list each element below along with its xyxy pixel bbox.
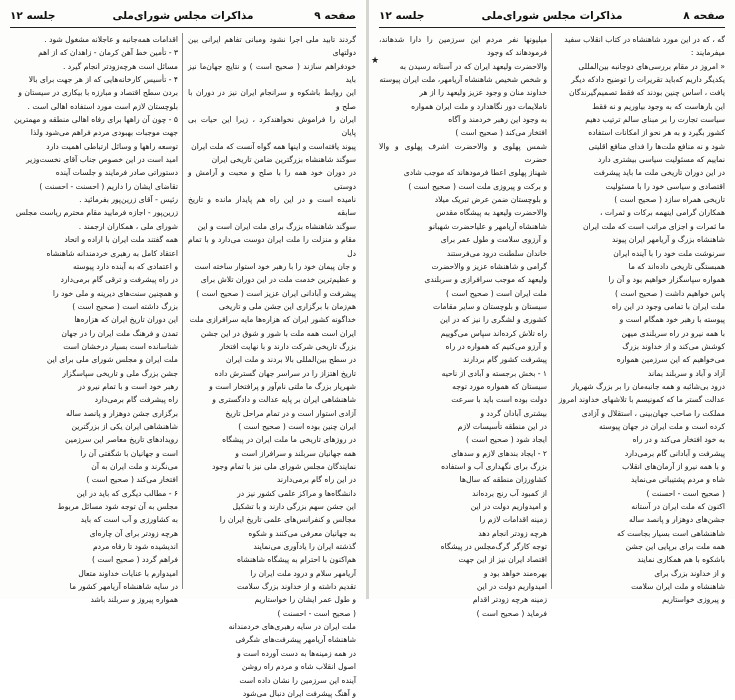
text-line: و جان پیمان خود را با رهبر خود استوار ساخته است — [194, 261, 356, 271]
text-line: نامیده است و در این راه هم پایدار مانده و تاریخ سابقه — [188, 195, 356, 218]
text-line: آریامهر سلام و درود ملت ایران را — [250, 568, 356, 578]
text-line: کوشش می‌کند و از خداوند بزرگ — [622, 341, 725, 351]
text-line: بزرگ برای نگهداری آب و استفاده — [441, 462, 547, 471]
text-line: پیشرفت کشور گام بردارند — [463, 355, 547, 365]
text-line: سیستان و بلوچستان و سایر مقامات — [433, 301, 547, 311]
text-line: توسعه راهها و وسائل ارتباطی اهمیت دارد — [46, 141, 178, 151]
page-9 — [0, 0, 366, 698]
text-line: اندیشیده شود تا رفاه مردم — [92, 542, 178, 552]
text-line: ولیعهد که موجب سرافرازی و سربلندی — [424, 275, 547, 285]
header-rule — [10, 27, 356, 28]
text-line: به کشاورزی و آب است که باید — [80, 515, 178, 525]
text-line: مسائل است هرچه‌زودتر انجام گیرد . — [62, 61, 178, 71]
text-line: بلوچستان لازم است مورد استفاده اهالی است . — [27, 101, 178, 111]
text-line: شاهنشاه و ملت ایران سلامت — [631, 582, 725, 592]
text-line: تاریخی همراه سازد ( صحیح است ) — [614, 195, 725, 205]
text-line: و با همه نیرو از آرمان‌های انقلاب — [622, 462, 725, 471]
session-number: جلسه ۱۲ — [379, 10, 425, 22]
text-line: ۴ - تأسیس کارخانه‌هایی که از هر جهت برای بالا — [28, 75, 178, 85]
text-line: و همچنین سنت‌های دیرینه و ملی خود را — [52, 288, 178, 298]
text-line: بزرگ تاریخی شرکت دارند و با نهایت افتخار — [219, 341, 356, 351]
text-column-left — [10, 33, 178, 605]
text-line: دولت بوده است باید با سرعت — [451, 395, 547, 405]
text-line: اقتصاد ایران نیز از این جهت — [458, 555, 547, 565]
text-line: میفرمایند : — [690, 48, 725, 58]
text-line: پیوند یافته‌است و اینها همه گواه آنست که ملت ایران — [191, 141, 356, 151]
text-line: تقاضای ایشان را داریم ( احسنت - احسنت ) — [39, 181, 178, 191]
text-line: در روزهای تاریخی ما ملت ایران در پیشگاه — [222, 435, 356, 445]
text-line: فرماید ( صحیح است ) — [476, 608, 547, 618]
text-line: و طول عمر ایشان را خواستاریم — [254, 595, 356, 605]
text-line: اعتقاد کامل به رهبری خردمندانه شاهنشاه — [46, 248, 178, 258]
text-line: گرامی و شاهنشاه عزیز و والاحضرت — [431, 261, 547, 271]
text-line: اقدامات همه‌جانبه و عاجلانه مشغول شود . — [44, 35, 178, 44]
text-line: یکدیگر داریم که‌باید تقریرات را توضیح دادکه دیگر — [571, 75, 725, 85]
text-line: هرچه زودتر انجام دهد — [478, 528, 547, 538]
text-line: و برکت و پیروزی ملت است ( صحیح است ) — [408, 181, 547, 191]
text-line: پیشرفت و آبادانی گام برمی‌دارد — [624, 448, 725, 458]
text-line: رهبر خود است و با تمام نیرو در — [78, 381, 178, 391]
text-line: برگزاری جشن دوهزار و پانصد ساله — [65, 408, 178, 418]
text-line: در سطح بین‌المللی بالا بردند و ملت ایران — [225, 355, 356, 365]
text-line: ملت ایران و مجلس شورای ملی برای این — [46, 355, 178, 365]
text-line: و شخص شخیص شاهنشاه آریامهر، ملت ایران پیوسته — [379, 75, 547, 85]
text-line: ملت ایران با تمامی وجود در این راه — [611, 301, 725, 311]
text-line: شناسانده است بسیار درخشان است — [63, 341, 178, 351]
text-line: هم‌اکنون با احترام به پیشگاه شاهنشاه — [236, 555, 356, 565]
text-line: همواره پیروز و سربلند باشد — [90, 595, 178, 605]
text-line: و عظیم‌ترین خدمت ملت در این دوران تلاش برای — [200, 275, 356, 285]
text-line: می‌خواهیم که این سرزمین همواره — [616, 355, 725, 365]
text-line: ۶ - مطالب دیگری که باید در این — [76, 488, 178, 498]
text-line: تمدن و فرهنگ ملت ایران را در جهان — [61, 328, 178, 338]
text-line: و آرزوی سلامت و طول عمر برای — [440, 235, 547, 245]
text-line: شهریار بزرگ ما ملتی نام‌آور و پرافتخار است و — [209, 381, 356, 391]
text-line: همه ملت برای برپایی این جشن — [625, 542, 725, 552]
text-line: شاهنشاه آریامهر پیشرفت‌های شگرفی — [235, 635, 356, 645]
text-line: در دوران خود همه را با صلح و محبت و آرامش و دوستی — [188, 168, 356, 191]
text-line: شاهنشاه آریامهر و علیاحضرت شهبانو — [428, 221, 547, 231]
text-line: می‌نگرند و ملت ایران به آن — [91, 462, 178, 471]
text-line: پیوسته با رهبر خود همگام است و — [619, 315, 725, 325]
text-line: آزادی استوار است و در تمام مراحل تاریخ — [225, 408, 356, 418]
text-line: سرنوشت ملت خود را با آینده ایران — [613, 248, 725, 258]
text-line: پیشرفت و آبادانی ایران عزیز است ( صحیح است ) — [196, 288, 356, 298]
text-line: ( صحیح است - احسنت ) — [646, 488, 725, 498]
text-line: ناملایمات دور نگاهدارد و ملت ایران همواره — [411, 101, 547, 111]
text-column-right — [188, 33, 356, 698]
text-line: در همه زمینه‌ها به دست آورده است و — [237, 648, 356, 658]
text-line: از کمبود آب رنج برده‌اند — [472, 488, 547, 498]
text-line: اکنون که ملت ایران در آستانه — [631, 502, 725, 512]
text-line: سیستان که همواره مورد توجه — [452, 381, 547, 391]
text-line: بهره‌مند خواهد بود و — [483, 568, 547, 578]
session-number: جلسه ۱۲ — [10, 10, 56, 22]
text-line: شود و نه منافع ملت‌ها را فدای منافع اقلیتی — [588, 141, 725, 151]
text-line: افتخار می‌کند ( صحیح است ) — [455, 128, 547, 138]
text-line: همه گفتند ملت ایران با اراده و اتحاد — [64, 235, 178, 245]
text-line: درود بی‌شائبه و همه جانبه‌مان را بر بزرگ شهریار — [571, 381, 725, 391]
text-line: ملت ایران است ( صحیح است ) — [446, 288, 547, 298]
text-line: زمینه هرچه زودتر اقدام — [472, 595, 547, 605]
text-line: شاهنشاهی است بسیار بجاست که — [617, 528, 725, 538]
text-line: جشن بزرگ ملی و تاریخی سپاسگزار — [62, 368, 178, 378]
text-line: پاس خواهیم داشت ( صحیح است ) — [615, 288, 725, 298]
text-line: هرچه زودتر برای آن چاره‌ای — [89, 528, 178, 538]
text-line: ایران است همه ملت با شور و شوق در این جشن — [200, 328, 356, 338]
text-line: ۲ - ایجاد بندهای لازم و سدهای — [451, 448, 547, 458]
text-line: و آهنگ پیشرفت ایران دنبال می‌شود — [242, 688, 356, 698]
text-line: راه تلاش کرده‌اند سپاس می‌گوییم — [440, 328, 547, 338]
text-line: این دوران تاریخ ایران که هزاره‌ها — [74, 315, 178, 325]
page-header — [379, 6, 725, 26]
text-line: و پیروزی خواستاریم — [662, 595, 725, 605]
text-line: امیدوارم با عنایات خداوند متعال — [78, 568, 178, 578]
text-line: و امیدواریم دولت در این — [470, 502, 547, 512]
text-line: توجه کارگر گرگ‌مجلس در پیشگاه — [440, 542, 547, 552]
text-line: دستوراتی صادر فرمایند و جلسات آینده — [55, 168, 178, 178]
text-line: جشن‌های دوهزار و پانصد ساله — [628, 515, 725, 525]
text-line: همه جهانیان سربلند و سرافراز است و — [235, 448, 356, 458]
text-line: گه ، که در این مورد شاهنشاه در کتاب انقلاب سفید — [564, 35, 725, 44]
text-line: رویدادهای تاریخ معاصر این سرزمین — [65, 435, 178, 445]
text-line: شاهنشاهی ایران بر پایه عدالت و دادگستری و — [212, 395, 356, 405]
page-header — [10, 6, 356, 26]
page-number: صفحه ۸ — [683, 10, 725, 22]
text-line: شاهنشاهی ایران یکی از بزرگترین — [71, 421, 178, 431]
text-line: ملت ایران در سایه رهبری‌های خردمندانه — [228, 622, 356, 632]
text-line: زمینه اقدامات لازم را — [479, 515, 547, 525]
text-column-left — [379, 33, 547, 618]
text-line: سوگند شاهنشاه بزرگترین ضامن تاریخی ایران — [211, 155, 356, 165]
text-line: ۱ - بخش برجسته و آبادی از ناحیه — [441, 368, 547, 378]
column-divider — [551, 33, 552, 589]
text-line: ۵ - چون آن راهها برای رفاه اهالی منطقه و مهمترین — [14, 115, 178, 125]
text-line: شاهنشاه بزرگ و آریامهر ایران پیوند — [611, 235, 725, 245]
text-line: سیاست تجارت را بر مبنای سالم ترتیب دهیم — [585, 115, 725, 125]
text-line: و آرزو می‌کنیم که همواره در راه — [445, 341, 547, 351]
text-line: آزاد و آباد و سربلند بماند — [648, 368, 725, 378]
text-line: راه پیشرفت گام برمی‌دارد — [94, 395, 178, 405]
running-title: مذاکرات مجلس شورای‌ملی — [112, 10, 254, 22]
page-8 — [369, 0, 735, 618]
asterisk-mark: ★ — [371, 56, 380, 66]
text-line: ایران را فراموش نخواهندکرد ، زیرا این حیات بی پایان — [188, 115, 356, 138]
text-line: کشور بگیرد و به هر نحو از امکانات استفاده — [588, 128, 725, 138]
text-line: خاندان سلطنت درود می‌فرستند — [446, 248, 547, 258]
column-divider — [182, 33, 183, 589]
text-line: بردن سطح اقتصاد و مبارزه با بیکاری در سیستان و — [18, 88, 178, 98]
text-line: به جهانیان معرفی می‌کنند و شکوه — [248, 528, 356, 538]
header-rule — [379, 27, 725, 28]
text-line: در سایه شاهنشاه آریامهر کشور ما — [69, 582, 178, 592]
text-line: هم‌زمان با برگزاری این جشن ملی و تاریخی — [218, 301, 356, 311]
text-line: این روابط باشکوه و سرانجام ایران نیز در دوران با صلح و — [188, 88, 356, 111]
text-line: دانشگاه‌ها و مراکز علمی کشور نیز در — [237, 488, 356, 498]
text-line: بیشتری آبادان گردد و — [480, 408, 547, 418]
text-line: خداگونه کشور ایران که هزاره‌ها مایه سرافرازی ملت — [189, 315, 356, 325]
text-line: نماییم که مسئولیت سیاسی بیشتری دارد — [598, 155, 725, 165]
text-line: خودفراهم سازند ( صحیح است ) و نتایج جهان‌ما نیز باید — [188, 61, 356, 85]
text-line: تقدیم داشته و از خداوند بزرگ سلامت — [237, 582, 356, 592]
text-line: فراهم گردد ( صحیح است ) — [91, 555, 178, 565]
text-line: این بارها‌ست که به وجود بیاوریم و نه فقط — [592, 101, 725, 111]
text-line: ( صحیح است - احسنت ) — [277, 608, 356, 618]
text-line: زرین‌پور - اجازه فرمایید مقام محترم ریاست مجلس — [15, 208, 178, 218]
text-line: همکاران گرامی اینهمه برکات و ثمرات ، — [600, 208, 725, 218]
text-line: سوگند شاهنشاه بزرگ برای ملت ایران است و این — [197, 221, 356, 231]
text-line: این جشن سهم بزرگی دارند و با تشکیل — [232, 502, 356, 512]
text-line: نمایندگان مجلس شورای ملی نیز با تمام وجود — [212, 462, 356, 471]
text-column-right — [557, 33, 725, 605]
text-line: و بلوچستان ضمن عرض تبریک میلاد — [434, 195, 547, 205]
text-line: ۳ - تأمین خط آهن کرمان - زاهدان که از اهم — [38, 48, 178, 58]
running-title: مذاکرات مجلس شورای‌ملی — [481, 10, 623, 22]
text-line: والاحضرت ولیعهد ایران که در آستانه رسیدن به — [399, 61, 547, 71]
text-line: آینده این سرزمین را نشان داده است — [239, 675, 356, 685]
text-line: و اعتمادی که به آینده دارد پیوسته — [72, 261, 178, 271]
text-line: « امروز در مقام بررسی‌های دوجانبه بین‌المللی — [578, 61, 725, 71]
text-line: میلیونها نفر مردم این سرزمین را دارا شدهاند، فرمودهاند که وجود — [379, 35, 547, 58]
text-line: مجالس و کنفرانس‌های علمی تاریخ ایران را — [219, 515, 356, 525]
text-line: و از خداوند بزرگ برای — [654, 568, 725, 578]
text-line: ایران چنین بوده است ( صحیح است ) — [238, 421, 356, 431]
text-line: شاه و مردم پشتیبانی می‌نماید — [630, 475, 725, 485]
text-line: افتخار می‌کند ( صحیح است ) — [86, 475, 178, 485]
text-line: تاریخ اهتزاز را در سراسر جهان گسترش داده — [214, 368, 356, 378]
text-line: در این منطقه تأسیسات لازم — [457, 421, 547, 431]
text-line: خداوند منان و وجود عزیز ولیعهد را از هر — [419, 88, 547, 98]
text-line: مجلس به آن توجه شود مسائل مربوط — [57, 502, 178, 512]
text-line: با همه نیرو در راه سربلندی میهن — [621, 328, 725, 338]
text-line: امیدواریم دولت در این — [476, 582, 547, 592]
text-line: مملکت را صاحب جهان‌بینی ، استقلال و آزادی — [581, 408, 725, 418]
text-line: والاحضرت ولیعهد به پیشگاه مقدس — [436, 208, 547, 218]
text-line: است و جهانیان با شگفتی آن را — [80, 448, 178, 458]
text-line: اصول انقلاب شاه و مردم راه روشن — [241, 662, 356, 672]
text-line: ما ثمرات و اجزای مراتب است که ملت ایران — [582, 221, 725, 231]
text-line: مقام و منزلت را ملت ایران دوست می‌دارد و با تمام دل — [188, 235, 356, 258]
text-line: رئیس - آقای زرین‌پور بفرمائید . — [79, 195, 178, 205]
text-line: در این دوران تاریخی ملت ما باید پیشرفت — [593, 168, 725, 178]
text-line: در راه پیشرفت و ترقی گام برمی‌دارد — [60, 275, 178, 285]
text-line: در این راه گام برمی‌دارند — [276, 475, 356, 485]
text-line: امید است در این خصوص جناب آقای نخست‌وزیر — [25, 155, 178, 165]
text-line: همبستگی تاریخی داده‌اند که ما — [628, 261, 725, 271]
text-line: کشاورزان منطقه که سال‌ها — [459, 475, 547, 485]
text-line: یافت ، اساس چنین بودند که فقط تصمیم‌گیرندگان — [569, 88, 725, 98]
text-line: به خود افتخار می‌کند و در راه — [632, 435, 725, 445]
text-line: باشکوه با هم همکاری نمایند — [637, 555, 725, 565]
text-line: شهناز پهلوی اعطا فرمودهاند که موجب شادی — [403, 168, 547, 178]
text-line: شورای ملی ، همکاران ارجمند . — [78, 221, 178, 231]
page-number: صفحه ۹ — [314, 10, 356, 22]
text-line: همواره سپاسگزار خواهیم بود و آن را — [608, 275, 725, 285]
text-line: اقتصادی و سیاسی خود را با مسئولیت — [605, 181, 725, 191]
text-line: ایجاد شود ( صحیح است ) — [466, 435, 547, 445]
text-line: جهت موجبات بهبودی مردم فراهم می‌شود ولذا — [30, 128, 178, 138]
text-line: به وجود این رهبر خردمند و آگاه — [448, 115, 547, 125]
text-line: کرده است و ملت ایران در جهان پیوسته — [599, 421, 725, 431]
text-line: عدالت گستر ما که کمونیسم با تلاشهای خداوند امروز — [558, 395, 725, 405]
text-line: شمس پهلوی و والاحضرت اشرف پهلوی و والا حضرت — [379, 141, 547, 165]
text-line: گردند تابید ملی اجرا نشود ومبانی تفاهم ایرانی بین دولتهای — [188, 35, 356, 58]
text-line: کشوری و لشگری را نیز که در این — [439, 315, 547, 325]
text-line: گذشته ایران را یادآوری می‌نمایند — [253, 542, 356, 552]
text-line: بزرگ داشته است ( صحیح است ) — [72, 301, 178, 311]
